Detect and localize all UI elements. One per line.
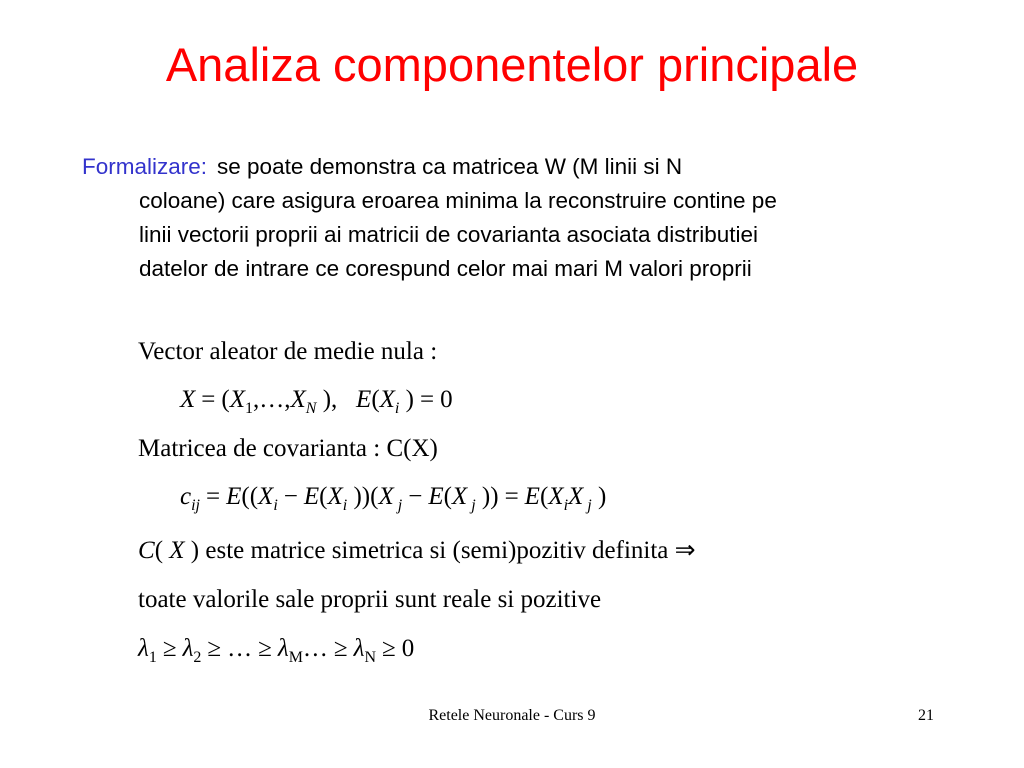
paragraph-line-4: datelor de intrare ce corespund celor mai mari M valori proprii bbox=[139, 256, 752, 281]
formalization-paragraph bbox=[82, 150, 962, 286]
implies-symbol: ⇒ bbox=[674, 537, 696, 564]
math-formula-eigen-order: $\lambda_1 \ge \lambda_2$ ≥ … ≥ $\lambda_M\dots \ge \lambda_N \ge 0$ bbox=[138, 635, 415, 666]
paragraph-line-2: coloane) care asigura eroarea minima la reconstruire contine pe bbox=[139, 188, 777, 213]
page-number: 21 bbox=[918, 707, 934, 724]
slide-title: Analiza componentelor principale bbox=[165, 38, 859, 91]
paragraph-line-1 bbox=[82, 150, 962, 184]
paragraph-text-1: se poate demonstra ca matricea W (M linii si N bbox=[217, 154, 683, 179]
math-formula-covariance: $c_{ij} = E((X_i - E(X_i$ ))(X $_j$ − E(X $_j$ )) = $E(X_iX$ $_j$ ) bbox=[180, 483, 607, 514]
math-line-eigenvalues: toate valorile sale proprii sunt reale si pozitive bbox=[138, 586, 602, 613]
slide-footer: Retele Neuronale - Curs 9 bbox=[428, 707, 596, 724]
math-formula-vector: $X = (X_1,\dots,X_N$ ), $E(X_i$ ) = 0 bbox=[180, 386, 453, 417]
formalization-label: Formalizare: bbox=[82, 154, 208, 179]
math-line-zero-mean: Vector aleator de medie nula : bbox=[138, 338, 438, 365]
math-line-covariance: Matricea de covarianta : C(X) bbox=[138, 435, 438, 462]
math-line-symmetric: C( X ) este matrice simetrica si (semi)pozitiv definita ⇒ bbox=[138, 537, 696, 564]
paragraph-line-3: linii vectorii proprii ai matricii de covarianta asociata distributiei bbox=[139, 222, 759, 247]
symmetric-text: este matrice simetrica si (semi)pozitiv definita bbox=[205, 537, 669, 564]
